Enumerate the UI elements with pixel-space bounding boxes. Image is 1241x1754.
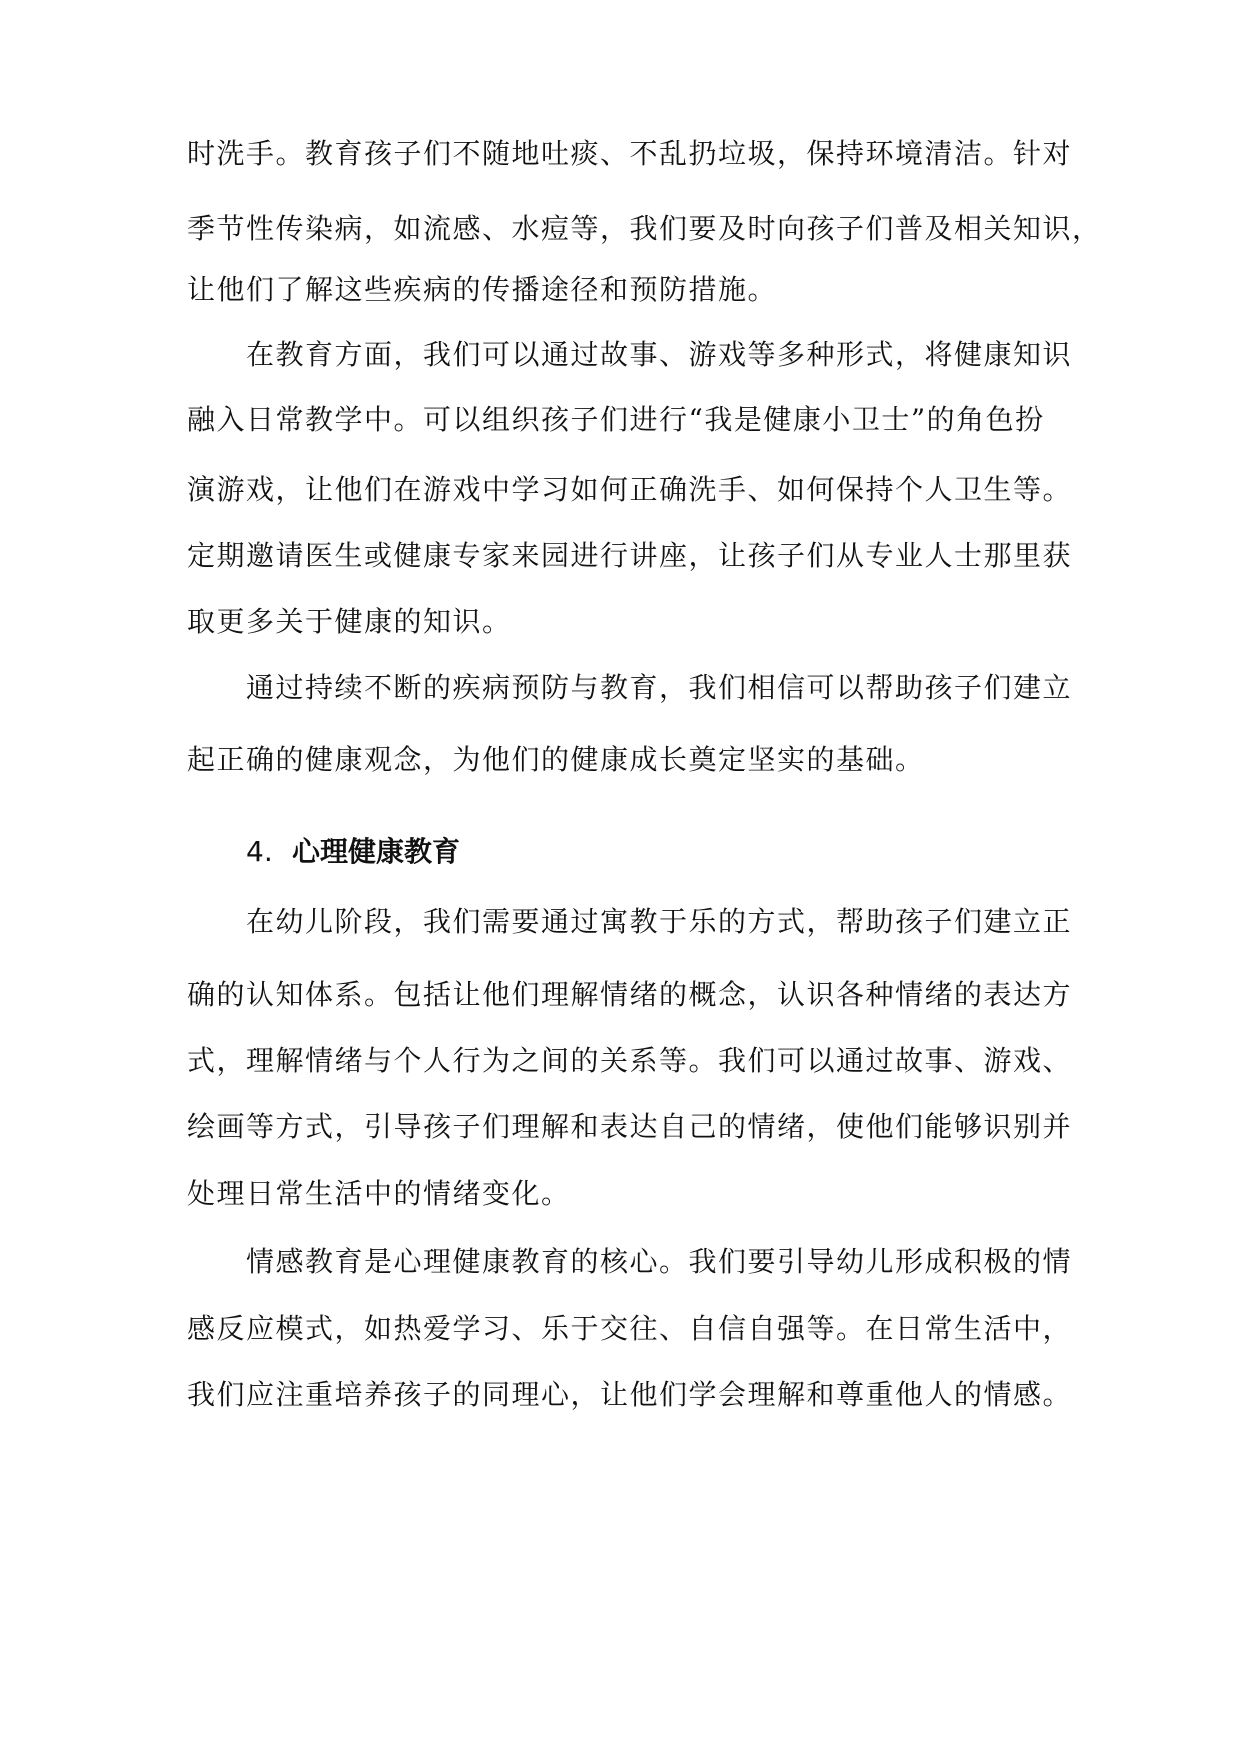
paragraph-4-line-2: 确的认知体系。包括让他们理解情绪的概念，认识各种情绪的表达方 <box>187 978 1073 1011</box>
paragraph-3-line-2: 起正确的健康观念，为他们的健康成长奠定坚实的基础。 <box>187 743 925 776</box>
paragraph-2-line-4: 定期邀请医生或健康专家来园进行讲座，让孩子们从专业人士那里获 <box>187 539 1073 572</box>
section-number: 4. <box>246 835 273 868</box>
paragraph-2-line-3: 演游戏，让他们在游戏中学习如何正确洗手、如何保持个人卫生等。 <box>187 473 1073 506</box>
paragraph-5-line-1: 情感教育是心理健康教育的核心。我们要引导幼儿形成积极的情 <box>246 1245 1073 1278</box>
paragraph-2-line-1: 在教育方面，我们可以通过故事、游戏等多种形式，将健康知识 <box>246 338 1073 371</box>
section-heading <box>246 832 460 872</box>
paragraph-4-line-5: 处理日常生活中的情绪变化。 <box>187 1177 571 1210</box>
paragraph-4-line-3: 式，理解情绪与个人行为之间的关系等。我们可以通过故事、游戏、 <box>187 1044 1073 1077</box>
paragraph-5-line-3: 我们应注重培养孩子的同理心，让他们学会理解和尊重他人的情感。 <box>187 1378 1073 1411</box>
paragraph-5-line-2: 感反应模式，如热爱学习、乐于交往、自信自强等。在日常生活中， <box>187 1312 1073 1345</box>
paragraph-1-line-1: 时洗手。教育孩子们不随地吐痰、不乱扔垃圾，保持环境清洁。针对 <box>187 137 1073 170</box>
paragraph-2-line-5: 取更多关于健康的知识。 <box>187 605 512 638</box>
paragraph-1-line-3: 让他们了解这些疾病的传播途径和预防措施。 <box>187 273 778 306</box>
paragraph-1-line-2: 季节性传染病，如流感、水痘等，我们要及时向孩子们普及相关知识， <box>187 212 1102 245</box>
paragraph-4-line-4: 绘画等方式，引导孩子们理解和表达自己的情绪，使他们能够识别并 <box>187 1110 1073 1143</box>
paragraph-4-line-1: 在幼儿阶段，我们需要通过寓教于乐的方式，帮助孩子们建立正 <box>246 905 1073 938</box>
paragraph-3-line-1: 通过持续不断的疾病预防与教育，我们相信可以帮助孩子们建立 <box>246 671 1073 704</box>
paragraph-2-line-2: 融入日常教学中。可以组织孩子们进行“我是健康小卫士”的角色扮 <box>187 403 1045 436</box>
section-title: 心理健康教育 <box>292 835 461 868</box>
